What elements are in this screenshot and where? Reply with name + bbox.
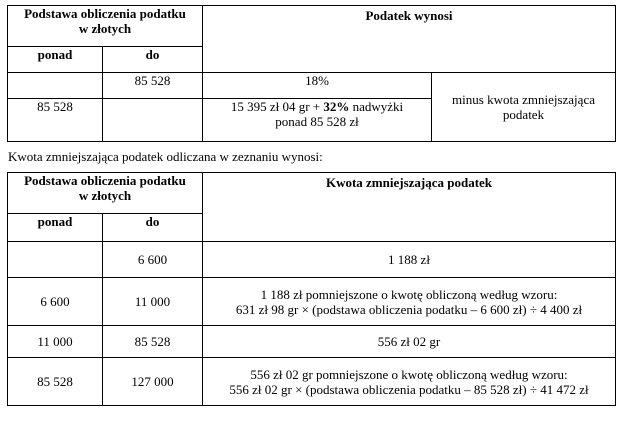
t2-row2-over: 6 600 — [8, 278, 103, 326]
table-row — [8, 242, 616, 278]
t2-row2-upto: 11 000 — [103, 278, 203, 326]
row1-tax: 18% — [203, 73, 432, 99]
header-tax-base — [8, 173, 203, 214]
header-reducing-amount: Kwota zmniejszająca podatek — [203, 173, 616, 242]
t2-row2-line1: 1 188 zł pomniejszone o kwotę obliczoną według wzoru: — [260, 286, 558, 302]
table-row — [8, 278, 616, 326]
header-tax-base-line1: Podstawa obliczenia podatku — [24, 173, 186, 188]
t2-row2-line2: 631 zł 98 gr × (podstawa obliczenia podatku – 6 600 zł) ÷ 4 400 zł — [235, 301, 583, 317]
side-note-reducing-amount — [432, 73, 616, 142]
row2-tax-suffix: nadwyżki — [349, 99, 404, 114]
header-upto: do — [103, 47, 203, 73]
header-tax-base — [8, 6, 203, 47]
t2-row1-over — [8, 242, 103, 278]
row1-over — [8, 73, 103, 99]
tax-scale-table — [7, 5, 616, 142]
table-row — [8, 73, 616, 99]
t2-row2-amount — [203, 278, 616, 326]
t2-row4-line2: 556 zł 02 gr × (podstawa obliczenia podatku – 85 528 zł) ÷ 41 472 zł — [229, 381, 589, 397]
reducing-amount-note: Kwota zmniejszająca podatek odliczana w zeznaniu wynosi: — [8, 149, 323, 164]
t2-row4-line1: 556 zł 02 gr pomniejszone o kwotę obliczoną według wzoru: — [250, 366, 568, 382]
table-row — [8, 326, 616, 358]
t2-row4-upto: 127 000 — [103, 358, 203, 406]
row2-tax-prefix: 15 395 zł 04 gr + — [230, 99, 324, 114]
t2-row4-over: 85 528 — [8, 358, 103, 406]
header-tax-base-line2: w złotych — [78, 21, 132, 36]
header-over: ponad — [8, 47, 103, 73]
row2-tax-line1 — [203, 99, 431, 114]
header-tax-due: Podatek wynosi — [203, 6, 616, 73]
t2-row1-upto: 6 600 — [103, 242, 203, 278]
row2-tax — [203, 99, 432, 142]
t2-row1-amount — [203, 242, 616, 278]
header-upto: do — [103, 214, 203, 242]
side-note-text: minus kwota zmniejszająca podatek — [452, 92, 595, 122]
header-tax-base-line2: w złotych — [78, 188, 132, 203]
header-over: ponad — [8, 214, 103, 242]
header-tax-base-line1: Podstawa obliczenia podatku — [24, 6, 186, 21]
t2-row3-line1: 556 zł 02 gr — [377, 334, 441, 349]
t2-row3-upto: 85 528 — [103, 326, 203, 358]
t2-row3-over: 11 000 — [8, 326, 103, 358]
t2-row4-amount — [203, 358, 616, 406]
row2-tax-rate: 32% — [323, 99, 350, 114]
row2-over: 85 528 — [8, 99, 103, 142]
row1-upto: 85 528 — [103, 73, 203, 99]
t2-row1-line1: 1 188 zł — [388, 252, 430, 267]
table-row — [8, 358, 616, 406]
reducing-amount-table — [7, 172, 616, 406]
row2-upto — [103, 99, 203, 142]
t2-row3-amount — [203, 326, 616, 358]
row2-tax-line2: ponad 85 528 zł — [275, 114, 359, 129]
